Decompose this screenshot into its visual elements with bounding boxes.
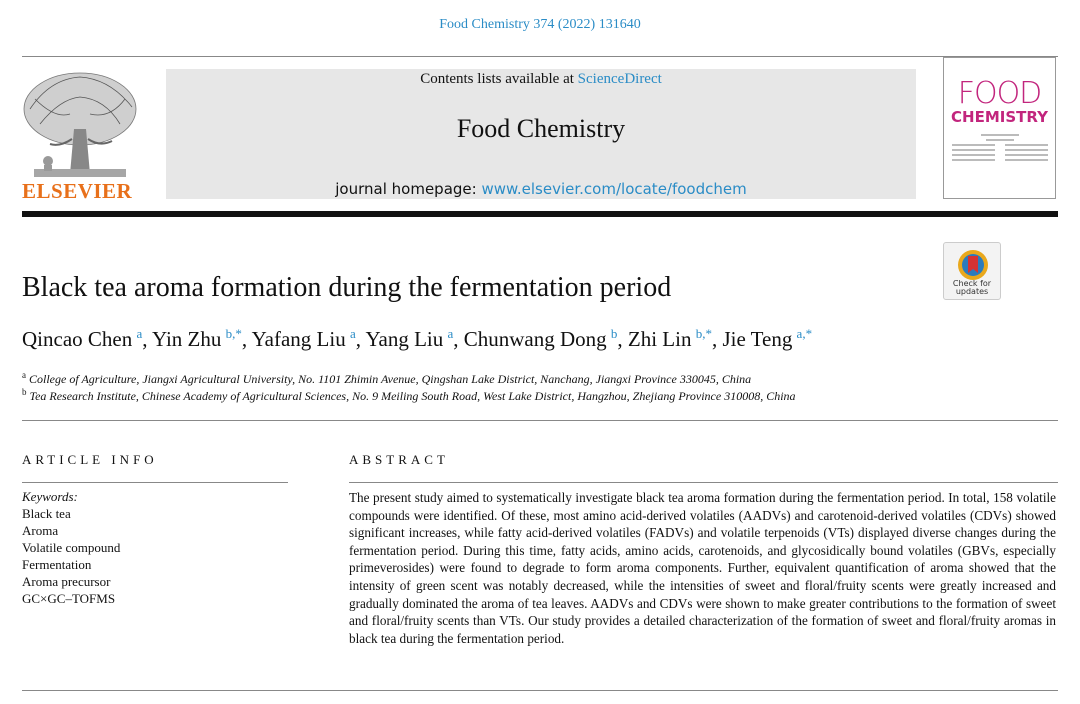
bottom-rule (22, 690, 1058, 691)
author-name: Yang Liu (365, 327, 444, 351)
article-title: Black tea aroma formation during the fermentation period (22, 272, 672, 303)
keyword-item: Aroma (22, 523, 59, 538)
abstract-text: The present study aimed to systematically investigate black tea aroma formation during the fermentation period. In total, 158 volatile compounds were identified. Of these, most amino acid-derived volatiles (AADVs) and carotenoid-derived volatiles (CDVs) showed significant increases, while fatty acid-derived volatiles (FADVs) and volatile terpenoids (VTs) displayed diverse changes during the fermentation period. During this time, fatty acids, amino acids, carotenoids, and glycosidically bound volatiles (GBVs, especially primeverosides) were found to degrade to form aroma components. Further, equivalent quantification of aroma showed that the intensity of green scent was notably decreased, while the intensities of sweet and floral/fruity scents were greatly increased and gradually dominated the aroma of tea leaves. AADVs and CDVs were shown to make greater contributions to the formation of sweet and floral/fruity scents than VTs. Our study provides a detailed characterization of the formation of sweet and floral/fruity aromas in black tea during the fermentation period. (349, 490, 1056, 646)
keywords-block (22, 488, 120, 607)
keyword-item: Volatile compound (22, 540, 121, 555)
author-name: Zhi Lin (627, 327, 692, 351)
journal-banner (166, 69, 916, 199)
author-name: Yafang Liu (251, 327, 346, 351)
top-rule (22, 56, 1058, 57)
contents-line (166, 71, 916, 88)
header-thick-rule (22, 211, 1058, 217)
author-name: Qincao Chen (22, 327, 133, 351)
keyword-item: Aroma precursor (22, 574, 111, 589)
affiliation-b: $^b$ Tea Research Institute, Chinese Academy of Agricultural Sciences, No. 9 Meiling South Road, West Lake District, Hangzhou, Zhejiang Province 310008, China (22, 387, 796, 403)
author-affiliation-mark[interactable]: b,* (225, 326, 242, 341)
author-affiliation-mark[interactable]: a,* (796, 326, 813, 341)
article-info-rule (22, 482, 288, 483)
author-affiliation-mark[interactable]: b,* (695, 326, 712, 341)
keywords-label: Keywords: (22, 489, 78, 504)
section-rule (22, 420, 1058, 421)
homepage-line (166, 180, 916, 198)
affiliation-a: $^a$ College of Agriculture, Jiangxi Agricultural University, No. 1101 Zhimin Avenue, Qingshan Lake District, Nanchang, Jiangxi Province 330045, China (22, 370, 752, 386)
homepage-link[interactable]: www.elsevier.com/locate/foodchem (481, 180, 747, 198)
check-for-updates-label: Check for updates (952, 279, 992, 296)
author-name: Yin Zhu (151, 327, 222, 351)
author-affiliation-mark[interactable]: a (349, 326, 356, 341)
author-name: Jie Teng (722, 327, 793, 351)
homepage-prefix: journal homepage: (335, 180, 482, 198)
author-affiliation-mark[interactable]: a (136, 326, 143, 341)
author-affiliation-mark[interactable]: a (447, 326, 454, 341)
author-list: Qincao Chen $^a$, Yin Zhu $^{b,*}$, Yafang Liu $^a$, Yang Liu $^a$, Chunwang Dong $^b$, Zhi Lin $^{b,*}$, Jie Teng $^{a,*}$ (22, 326, 813, 351)
abstract-heading: ABSTRACT (349, 452, 449, 467)
cover-text-lines (952, 134, 1048, 164)
journal-cover-thumbnail[interactable] (943, 57, 1056, 199)
check-for-updates-button[interactable] (943, 242, 1001, 300)
cover-title-food: FOOD (957, 76, 1042, 111)
contents-prefix: Contents lists available at (420, 71, 578, 87)
elsevier-wordmark: ELSEVIER (22, 179, 133, 203)
keyword-item: GC×GC–TOFMS (22, 591, 116, 606)
article-info-heading: ARTICLE INFO (22, 452, 158, 467)
author-name: Chunwang Dong (463, 327, 607, 351)
keyword-item: Black tea (22, 506, 71, 521)
abstract-rule (349, 482, 1058, 483)
author-affiliation-mark[interactable]: b (610, 326, 618, 341)
journal-title: Food Chemistry (456, 114, 626, 143)
sciencedirect-link[interactable]: ScienceDirect (577, 71, 662, 87)
keyword-item: Fermentation (22, 557, 92, 572)
citation-line[interactable]: Food Chemistry 374 (2022) 131640 (439, 17, 641, 32)
cover-title-chemistry: CHEMISTRY (951, 108, 1048, 126)
